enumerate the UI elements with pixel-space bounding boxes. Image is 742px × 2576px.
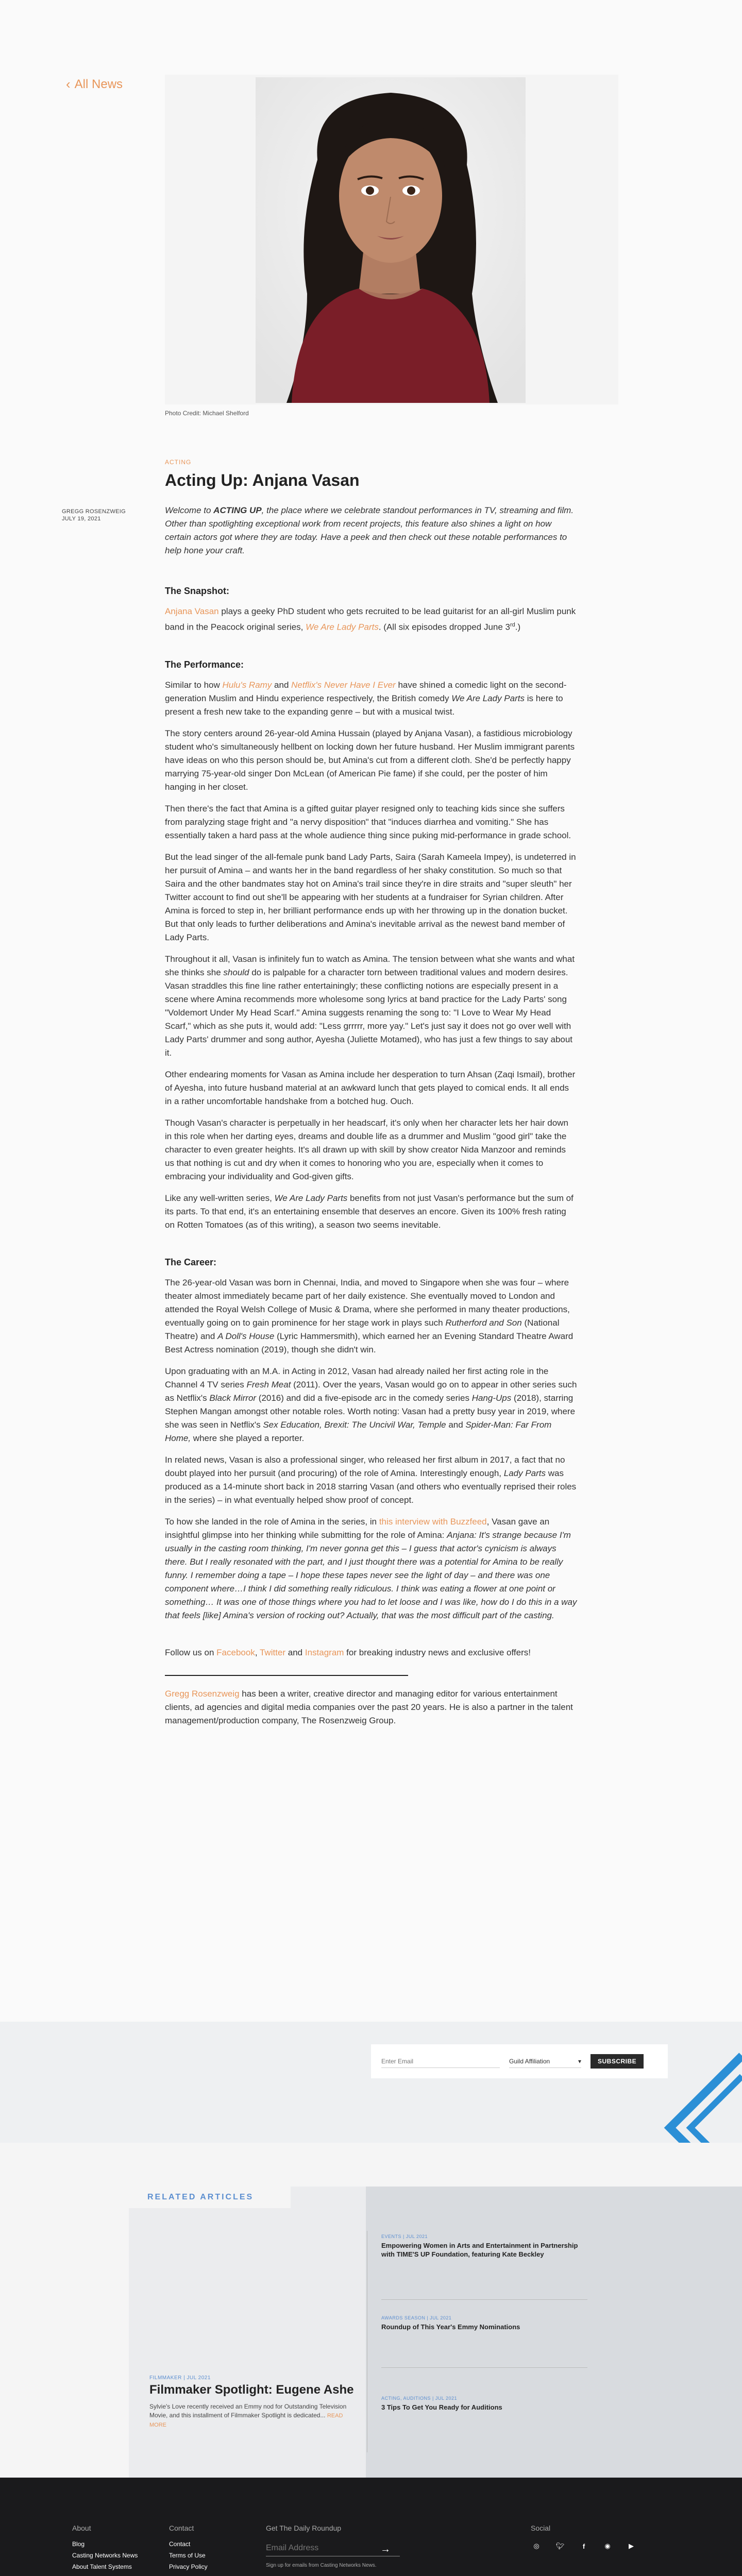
related-list-item[interactable]: ACTING, AUDITIONS | JUL 2021 3 Tips To Get You Ready for Auditions bbox=[381, 2396, 587, 2412]
paragraph: Then there's the fact that Amina is a gifted guitar player resigned only to teaching kids since she suffers from paralyzing stage fright and "a nervy disposition" that "induces diarrhea and vomiting." She has essentially taken a hard pass at the whole audience thing since puking mid-performance in grade school. bbox=[165, 803, 571, 840]
paragraph: Upon graduating with an M.A. in Acting in 2012, Vasan had already nailed her first acting role in the Channel 4 TV series Fresh Meat (2011). Over the years, Vasan would go on to appear in other series such as Netflix's Black Mirror (2016) and did a five-episode arc in the comedy series Hang-Ups (2018), starring Stephen Mangan amongst other notable roles. Worth noting: Vasan had a pretty busy year in 2019, where she was seen in Netflix's Sex Education, Brexit: The Uncivil War, Temple and Spider-Man: Far From Home, where she played a reporter. bbox=[165, 1366, 577, 1443]
follow-us-paragraph: Follow us on Facebook, Twitter and Instagram for breaking industry news and exclusive offers! bbox=[165, 1647, 531, 1657]
paragraph: Throughout it all, Vasan is infinitely fun to watch as Amina. The tension between what she wants and what she thinks she should do is palpable for a character torn between traditional values and modern desires. Vasan straddles this fine line rather entertainingly; these conflicting notions are especially present in a scene where Amina recommends more wholesome song lyrics at band practice for the Lady Parts' song "Voldemort Under My Head Scarf." Amina suggests renaming the song to: "I Love to Wear My Head Scarf," which as she puts it, would add: "Less grrrrr, more yay." Let's just say it does not go over well with Lady Parts' drummer and song author, Ayesha (Juliette Motamed), who has just a few things to say about it. bbox=[165, 954, 575, 1058]
related-item-title[interactable]: Roundup of This Year's Emmy Nominations bbox=[381, 2323, 520, 2331]
series-link[interactable]: We Are Lady Parts bbox=[306, 622, 379, 632]
paragraph: The 26-year-old Vasan was born in Chennai, India, and moved to Singapore when she was four – where theater almost immediately became part of her daily existence. She eventually moved to London and attended the Royal Welsh College of Music & Drama, where she performed in many theater productions, eventually going on to gain prominence for her stage work in plays such Rutherford and Son (National Theatre) and A Doll's House (Lyric Hammersmith), which earned her an Evening Standard Theatre Award Best Actress nomination (2019), though she didn't win. bbox=[165, 1277, 574, 1354]
footer-social-column bbox=[531, 2524, 637, 2552]
instagram-icon[interactable]: ◎ bbox=[533, 2542, 539, 2550]
article-title: Acting Up: Anjana Vasan bbox=[165, 471, 360, 489]
roundup-note: Sign up for emails from Casting Networks News. bbox=[266, 2563, 377, 2568]
career-section bbox=[165, 1256, 577, 1622]
footer-heading: Contact bbox=[169, 2524, 194, 2532]
footer-heading: Social bbox=[531, 2524, 551, 2532]
footer-link[interactable]: Privacy Policy bbox=[169, 2563, 208, 2570]
twitter-link[interactable]: Twitter bbox=[259, 1647, 286, 1657]
author-bio-link[interactable]: Gregg Rosenzweig bbox=[165, 1688, 240, 1699]
career-heading: The Career: bbox=[165, 1257, 217, 1267]
author-name: GREGG ROSENZWEIG bbox=[62, 509, 126, 515]
arrow-right-icon[interactable]: → bbox=[380, 2544, 391, 2555]
facebook-link[interactable]: Facebook bbox=[216, 1647, 255, 1657]
newsletter-band bbox=[0, 2022, 742, 2143]
footer-roundup-column bbox=[266, 2524, 400, 2568]
paragraph: In related news, Vasan is also a professional singer, who released her first album in 2017, a fact that no doubt played into her pursuit (and procuring) of the role of Amina. Interestingly enough, Lady Parts was produced as a 14-minute short back in 2018 starring Vasan (and others who eventually reprised their roles in the series) – in what eventually helped show proof of concept. bbox=[165, 1454, 577, 1505]
paragraph: To how she landed in the role of Amina in the series, in this interview with Buzzfeed, Vasan gave an insightful glimpse into her thinking while submitting for the role of Amina: Anjana: It's strange because I'm usually in the casting room thinking, I'm never gonna get this – I guess that actor's cynicism is always there. But I really resonated with the part, and I just thought there was a potential for Amina to be really funny. I remember doing a tape – I hope these tapes never see the light of day – and there was one component where…I think I did something really ridiculous. I think was eating a flower at one point or something… It was one of those things where you had to let loose and I was like, how do I do this in a way that feels [like] Amina's version of rocking out? Actually, that was the most difficult part of the casting. bbox=[165, 1516, 577, 1620]
footer-link[interactable]: Terms of Use bbox=[169, 2552, 206, 2559]
newsletter-email-input[interactable] bbox=[381, 2055, 500, 2068]
footer-link[interactable]: About Talent Systems bbox=[72, 2563, 132, 2570]
never-have-i-ever-link[interactable]: Netflix's Never Have I Ever bbox=[291, 680, 396, 690]
twitter-icon[interactable]: 🐦︎ bbox=[555, 2542, 565, 2550]
article-body bbox=[165, 504, 577, 1736]
snapshot-heading: The Snapshot: bbox=[165, 586, 229, 596]
paragraph: Like any well-written series, We Are Lady Parts benefits from not just Vasan's performance but the sum of its parts. To that end, it's an entertaining ensemble that deserves an encore. Given its 100% fresh rating on Rotten Tomatoes (as of this writing), a season two seems inevitable. bbox=[165, 1193, 574, 1230]
footer-link[interactable]: Casting Networks News bbox=[72, 2552, 138, 2559]
divider bbox=[381, 2367, 587, 2368]
footer-contact-column bbox=[169, 2524, 208, 2574]
guild-affiliation-label: Guild Affiliation bbox=[509, 2057, 550, 2065]
related-list-item[interactable]: EVENTS | JUL 2021 Empowering Women in Arts and Entertainment in Partnership with TIME'S UP Foundation, featuring Kate Beckley bbox=[381, 2234, 587, 2259]
paragraph: Though Vasan's character is perpetually in her headscarf, it's only when her character lets her hair down in this role when her darting eyes, dreams and double life as a drummer and Muslim "good girl" take the character to even greater heights. It's all drawn up with skill by show creator Nida Manzoor and reminds us that nothing is cut and dry when it comes to honoring who you are, especially when it comes to embracing your individuality and God-given gifts. bbox=[165, 1117, 568, 1181]
related-item-title[interactable]: 3 Tips To Get You Ready for Auditions bbox=[381, 2403, 502, 2411]
related-articles-label: RELATED ARTICLES bbox=[129, 2187, 291, 2208]
chevron-down-icon: ▾ bbox=[578, 2057, 581, 2065]
hero-photo bbox=[256, 77, 526, 403]
back-link-label: All News bbox=[74, 77, 123, 91]
photo-credit: Photo Credit: Michael Shelford bbox=[165, 410, 249, 417]
newsletter-form bbox=[371, 2044, 668, 2078]
ramy-link[interactable]: Hulu's Ramy bbox=[222, 680, 272, 690]
feature-excerpt: Sylvie's Love recently received an Emmy nod for Outstanding Television Movie, and this installment of Filmmaker Spotlight is dedicated... READ MORE bbox=[149, 2403, 347, 2428]
divider bbox=[165, 1675, 408, 1676]
related-feature-article[interactable] bbox=[149, 2375, 356, 2430]
author-bio: Gregg Rosenzweig has been a writer, creative director and managing editor for various entertainment clients, ad agencies and digital media companies over the past 20 years. He is also a partner in the talent management/production company, The Rosenzweig Group. bbox=[165, 1688, 573, 1725]
footer-about-column bbox=[72, 2524, 138, 2574]
subscribe-button[interactable]: SUBSCRIBE bbox=[591, 2054, 644, 2069]
related-list-item[interactable]: AWARDS SEASON | JUL 2021 Roundup of This Year's Emmy Nominations bbox=[381, 2315, 587, 2331]
article-category[interactable]: ACTING bbox=[165, 459, 192, 466]
publish-date: JULY 19, 2021 bbox=[62, 516, 101, 522]
footer-link[interactable]: Contact bbox=[169, 2540, 191, 2548]
feature-title[interactable]: Filmmaker Spotlight: Eugene Ashe bbox=[149, 2383, 354, 2397]
related-item-title[interactable]: Empowering Women in Arts and Entertainment in Partnership with TIME'S UP Foundation, featuring Kate Beckley bbox=[381, 2242, 578, 2258]
paragraph: Similar to how Hulu's Ramy and Netflix's Never Have I Ever have shined a comedic light on the second-generation Muslim and Hindu experience respectively, the British comedy We Are Lady Parts is here to present a fresh new take to the expanding genre – but with a musical twist. bbox=[165, 680, 567, 717]
footer-heading: About bbox=[72, 2524, 91, 2532]
performance-heading: The Performance: bbox=[165, 659, 244, 670]
feature-meta: FILMMAKER | JUL 2021 bbox=[149, 2375, 211, 2381]
back-to-all-news-link[interactable] bbox=[66, 76, 123, 92]
divider bbox=[381, 2299, 587, 2300]
roundup-email-input[interactable] bbox=[266, 2540, 400, 2556]
guild-affiliation-select[interactable] bbox=[509, 2055, 581, 2068]
snapshot-section bbox=[165, 584, 577, 634]
author-byline bbox=[62, 508, 126, 522]
spotify-icon[interactable]: ◉ bbox=[604, 2542, 611, 2550]
paragraph: But the lead singer of the all-female punk band Lady Parts, Saira (Sarah Kameela Impey), is undeterred in her pursuit of Amina – and wants her in the band regardless of her shaky constitution. So much so that Saira and the other bandmates stay hot on Amina's trail since they're in dire straits and "super sleuth" her Twitter account to find out she'll be appearing with her students at a fundraiser for Syrian children. After Amina is forced to step in, her brilliant performance ends up with her throwing up in the donation bucket. But that only leads to further deliberations and Amina's inevitable arrival as the newest band member of Lady Parts. bbox=[165, 852, 576, 942]
read-more-link[interactable]: READ MORE bbox=[149, 2413, 343, 2428]
instagram-link[interactable]: Instagram bbox=[305, 1647, 344, 1657]
social-links bbox=[531, 2540, 637, 2552]
youtube-icon[interactable]: ▶ bbox=[629, 2542, 634, 2550]
actor-link[interactable]: Anjana Vasan bbox=[165, 606, 219, 616]
article-intro: Welcome to ACTING UP, the place where we celebrate standout performances in TV, streaming and film. Other than spotlighting exceptional work from recent projects, this feature also shines a light on how certain actors got where they are today. Have a peek and then check out these notable performances to help hone your craft. bbox=[165, 505, 574, 555]
site-footer bbox=[0, 2478, 742, 2576]
footer-heading: Get The Daily Roundup bbox=[266, 2524, 342, 2532]
footer-link[interactable]: Blog bbox=[72, 2540, 85, 2548]
performance-section bbox=[165, 658, 577, 1232]
facebook-icon[interactable]: f bbox=[582, 2542, 585, 2550]
chevron-left-icon: ‹ bbox=[66, 76, 71, 92]
related-feature-panel bbox=[129, 2187, 366, 2478]
snapshot-paragraph: Anjana Vasan plays a geeky PhD student who gets recruited to be lead guitarist for an all-girl Muslim punk band in the Peacock original series, We Are Lady Parts. (All six episodes dropped June 3rd.) bbox=[165, 606, 576, 632]
paragraph: Other endearing moments for Vasan as Amina include her desperation to turn Ahsan (Zaqi Ismail), brother of Ayesha, into future husband material at an awkward lunch that gets played to comical ends. It all ends in a rather uncomfortable handshake from a botched hug. Ouch. bbox=[165, 1069, 576, 1106]
paragraph: The story centers around 26-year-old Amina Hussain (played by Anjana Vasan), a fastidious microbiology student who's simultaneously hellbent on locking down her future husband. Her Muslim immigrant parents have ideas on who this person should be, but Amina's cut from a different cloth. She'd be perfectly happy marrying 75-year-old singer Don McLean (of American Pie fame) if she could, per the poster of him hanging in her closet. bbox=[165, 728, 575, 792]
buzzfeed-interview-link[interactable]: this interview with Buzzfeed bbox=[379, 1516, 487, 1527]
